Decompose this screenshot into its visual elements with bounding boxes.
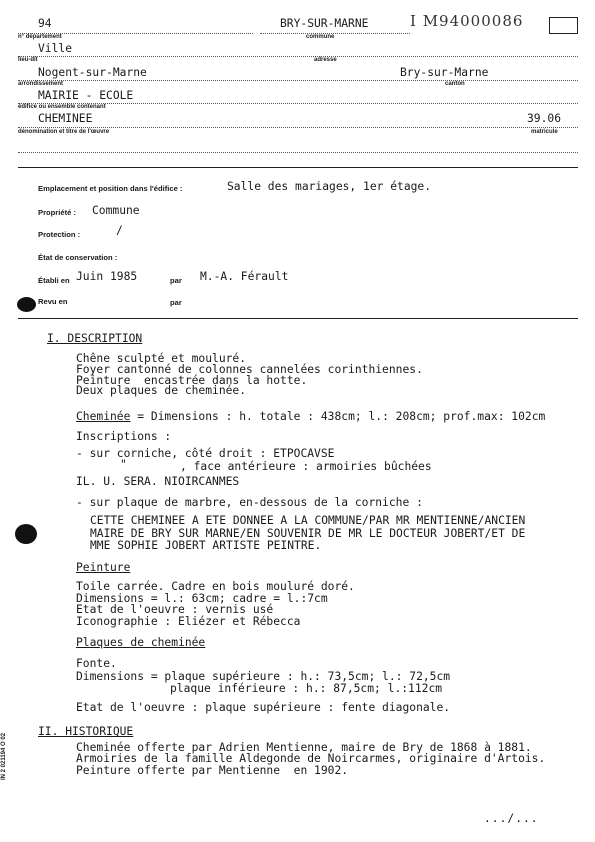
inscription-il: IL. U. SERA. NIOIRCANMES: [76, 475, 240, 488]
historique-heading-text: II. HISTORIQUE: [38, 725, 134, 738]
intro-line: Deux plaques de cheminée.: [76, 384, 247, 398]
matricule-label: matricule: [531, 129, 558, 135]
ditto-mark: ": [120, 458, 127, 471]
inscription-corniche: - sur corniche, côté droit : ETPOCAVSE: [76, 447, 335, 460]
intro-line: Chêne sculpté et mouluré.: [76, 352, 247, 365]
inscription-plaque-marbre: - sur plaque de marbre, en-dessous de la corniche :: [76, 496, 423, 509]
inventory-number-handwritten: I M94000086: [410, 12, 524, 30]
historique-heading: [38, 725, 133, 738]
revu-label: Revu en: [38, 297, 68, 306]
cheminee-word: Cheminée: [76, 410, 131, 423]
adresse-label: adresse: [314, 57, 337, 63]
historique-line: Cheminée offerte par Adrien Mentienne, maire de Bry de 1868 à 1881.: [76, 741, 532, 754]
commune-label: commune: [306, 34, 335, 40]
etat-conservation-label: État de conservation :: [38, 253, 118, 262]
plaques-heading: [76, 636, 205, 649]
inscription-text-block: [90, 515, 525, 553]
peinture-heading: [76, 561, 130, 574]
plaque-superieure-line: Dimensions = plaque supérieure : h.: 73,5cm; l.: 72,5cm: [76, 670, 451, 683]
etabli-par-value: M.-A. Férault: [200, 270, 289, 283]
etabli-label: Établi en: [38, 276, 70, 285]
peinture-line: Iconographie : Eliézer et Rébecca: [76, 615, 301, 629]
continuation-mark: .../...: [484, 812, 539, 825]
etabli-par-label: par: [170, 276, 182, 285]
emplacement-value: Salle des mariages, 1er étage.: [227, 180, 432, 193]
dotted-line: [18, 152, 578, 153]
inscriptions-label: Inscriptions :: [76, 430, 172, 443]
emplacement-label: Emplacement et position dans l'édifice :: [38, 184, 183, 193]
description-heading-text: I. DESCRIPTION: [47, 332, 143, 345]
arrondissement-label: arrondissement: [18, 81, 64, 87]
edifice-value: MAIRIE - ECOLE: [38, 89, 134, 102]
revu-par-label: par: [170, 298, 182, 307]
edifice-label: édifice ou ensemble contenant: [18, 104, 106, 110]
description-intro: [76, 354, 423, 397]
denomination-label: dénomination et titre de l'œuvre: [18, 129, 110, 135]
etat-plaques-line: Etat de l'oeuvre : plaque supérieure : fente diagonale.: [76, 701, 451, 714]
propriete-label: Propriété :: [38, 208, 76, 217]
protection-label: Protection :: [38, 230, 81, 239]
peinture-line: Etat de l'oeuvre : vernis usé: [76, 603, 274, 617]
etabli-value: Juin 1985: [76, 270, 138, 283]
inscription-face: , face antérieure : armoiries bûchées: [180, 460, 432, 473]
lieudit-label: lieu-dit: [18, 57, 38, 63]
peinture-line: Toile carrée. Cadre en bois mouluré doré.: [76, 580, 355, 593]
commune-value: BRY-SUR-MARNE: [280, 17, 369, 30]
plaque-inferieure-line: plaque inférieure : h.: 87,5cm; l.:112cm: [170, 682, 443, 695]
punch-hole-mark: [15, 524, 37, 544]
peinture-line: Dimensions = l.: 63cm; cadre = l.:7cm: [76, 591, 328, 605]
index-box: [549, 17, 578, 34]
lieudit-value: Ville: [38, 42, 73, 55]
dotted-line: [18, 56, 578, 57]
intro-line: Peinture encastrée dans la hotte.: [76, 373, 308, 387]
cheminee-dimensions: [76, 410, 545, 423]
description-heading: [47, 332, 142, 345]
historique-line: Peinture offerte par Mentienne en 1902.: [76, 763, 349, 777]
propriete-value: Commune: [92, 204, 140, 217]
arrondissement-value: Nogent-sur-Marne: [38, 66, 147, 79]
side-code: IN 2 021194 O 02: [1, 732, 7, 780]
cheminee-dims-text: = Dimensions : h. totale : 438cm; l.: 208cm; prof.max: 102cm: [130, 410, 546, 423]
protection-value: /: [116, 224, 123, 237]
historique-block: [76, 742, 545, 776]
departement-value: 94: [38, 17, 52, 30]
dotted-line: [18, 127, 578, 128]
peinture-heading-text: Peinture: [76, 561, 131, 574]
inscription-text-line: CETTE CHEMINEE A ETE DONNEE A LA COMMUNE/PAR MR MENTIENNE/ANCIEN: [90, 514, 526, 527]
dotted-line: [18, 80, 578, 81]
fonte-line: Fonte.: [76, 657, 117, 670]
denomination-value: CHEMINEE: [38, 112, 93, 125]
matricule-value: 39.06: [527, 112, 562, 125]
intro-line: Foyer cantonné de colonnes cannelées corinthiennes.: [76, 362, 423, 376]
inscription-text-line: MME SOPHIE JOBERT ARTISTE PEINTRE.: [90, 539, 322, 552]
historique-line: Armoiries de la famille Aldegonde de Noircarmes, originaire d'Artois.: [76, 752, 546, 766]
plaques-heading-text: Plaques de cheminée: [76, 636, 206, 649]
departement-label: n° département: [18, 34, 62, 40]
punch-hole-mark: [17, 297, 36, 312]
section-rule: [18, 167, 578, 168]
peinture-block: [76, 581, 355, 628]
canton-label: canton: [445, 81, 465, 87]
canton-value: Bry-sur-Marne: [400, 66, 489, 79]
dotted-line: [260, 33, 410, 34]
section-rule: [18, 318, 578, 319]
inscription-text-line: MAIRE DE BRY SUR MARNE/EN SOUVENIR DE MR LE DOCTEUR JOBERT/ET DE: [90, 526, 526, 540]
